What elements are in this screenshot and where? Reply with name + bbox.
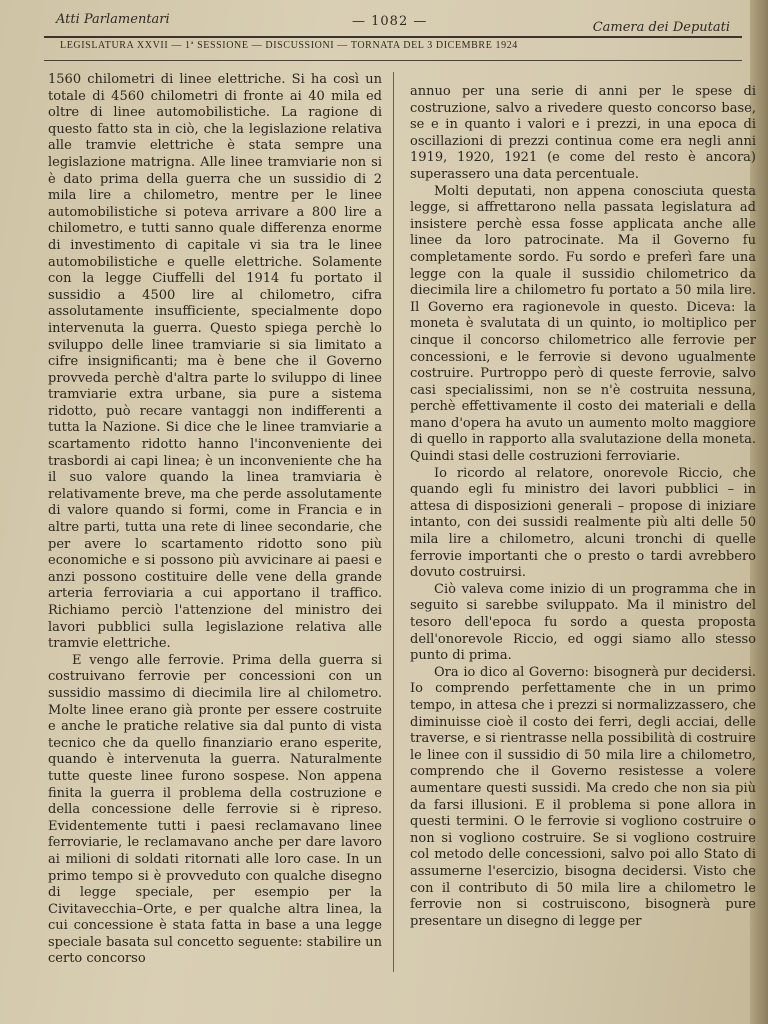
right-paragraph-3: Io ricordo al relatore, onorevole Riccio, che quando egli fu ministro dei lavori pubblici – in attesa di disposizioni generali – propose di iniziare intanto, con dei sussidi realmente più alti delle 50 mila lire a chilometro, alcuni tronchi di quelle ferrovie importanti che o presto o tardi avrebbero dovuto costruirsi. — [410, 465, 756, 581]
header-left-title: Atti Parlamentari — [56, 12, 170, 27]
page-number: — 1082 — — [352, 14, 428, 29]
page-header — [52, 6, 742, 40]
right-paragraph-4: Ciò valeva come inizio di un programma che in seguito si sarebbe sviluppato. Ma il ministro del tesoro dell'epoca fu sordo a questa proposta dell'onorevole Riccio, ed oggi siamo allo stesso punto di prima. — [410, 581, 756, 664]
left-paragraph-1: 1560 chilometri di linee elettriche. Si ha così un totale di 4560 chilometri di fronte ai 40 mila ed oltre di linee automobilistiche. La ragione di questo fatto sta in ciò, che la legislazione relativa alle tramvie elettriche è stata sempre una legislazione matrigna. Alle linee tramviarie non si è dato prima della guerra che un sussidio di 2 mila lire a chilometro, mentre per le linee automobilistiche si poteva arrivare a 800 lire a chilometro, e tutti sanno quale differenza enorme di investimento di capitale vi sia tra le linee automobilistiche e quelle elettriche. Solamente con la legge Ciuffelli del 1914 fu portato il sussidio a 4500 lire al chilometro, cifra assolutamente insufficiente, specialmente dopo intervenuta la guerra. Questo spiega perchè lo sviluppo delle linee tramviarie si sia limitato a cifre insignificanti; ma è bene che il Governo provveda perchè d'altra parte lo sviluppo di linee tramviarie extra urbane, sia pure a sistema ridotto, può recare vantaggi non indifferenti a tutta la Nazione. Si dice che le linee tramviarie a scartamento ridotto hanno l'inconveniente dei trasbordi ai capi linea; è un inconveniente che ha il suo valore quando la linea tramviaria è relativamente breve, ma che perde assolutamente di valore quando si formi, come in Francia e in altre parti, tutta una rete di linee secondarie, che per avere lo scartamento ridotto sono più economiche e si possono più avvicinare ai paesi e anzi possono costituire delle vene della grande arteria ferroviaria a cui apportano il traffico. Richiamo perciò l'attenzione del ministro dei lavori pubblici sulla legislazione relativa alle tramvie elettriche. — [48, 72, 382, 652]
session-line: LEGISLATURA XXVII — 1ª SESSIONE — DISCUSSIONI — TORNATA DEL 3 DICEMBRE 1924 — [60, 40, 518, 51]
column-divider — [393, 72, 394, 972]
left-column — [48, 72, 382, 972]
right-paragraph-1: annuo per una serie di anni per le spese di costruzione, salvo a rivedere questo concorso base, se e in quanto i valori e i prezzi, in una epoca di oscillazioni di prezzi continua come era negli anni 1919, 1920, 1921 (e come del resto è ancora) superassero una data percentuale. — [410, 84, 756, 182]
right-column — [410, 84, 756, 984]
right-paragraph-2: Molti deputati, non appena conosciuta questa legge, si affrettarono nella passata legislatura ad insistere perchè essa fosse applicata anche alle linee da loro patrocinate. Ma il Governo fu completamente sordo. Fu sordo e preferì fare una legge con la quale il sussidio chilometrico da diecimila lire a chilometro fu portato a 50 mila lire. Il Governo era ragionevole in questo. Diceva: la moneta è svalutata di un quinto, io moltiplico per cinque il concorso chilometrico alle ferrovie per concessioni, e le ferrovie si devono ugualmente costruire. Purtroppo però di queste ferrovie, salvo casi specialissimi, non se n'è costruita nessuna, perchè effettivamente il costo dei materiali e della mano d'opera ha avuto un aumento molto maggiore di quello in rapporto alla svalutazione della moneta. Quindi stasi delle costruzioni ferroviarie. — [410, 183, 756, 465]
header-rule — [44, 36, 742, 38]
left-paragraph-2: E vengo alle ferrovie. Prima della guerra si costruivano ferrovie per concessioni con un sussidio massimo di diecimila lire al chilometro. Molte linee erano già pronte per essere costruite e anche le pratiche relative sia dal punto di vista tecnico che da quello finanziario erano esperite, quando è intervenuta la guerra. Naturalmente tutte queste linee furono sospese. Non appena finita la guerra il problema della costruzione e della concessione delle ferrovie si è ripreso. Evidentemente tutti i paesi reclamavano linee ferroviarie, le reclamavano anche per dare lavoro ai milioni di soldati ritornati alle loro case. In un primo tempo si è provveduto con qualche disegno di legge speciale, per esempio per la Civitavecchia–Orte, e per qualche altra linea, la cui concessione è stata fatta in base a una legge speciale basata sul concetto seguente: stabilire un certo concorso — [48, 652, 382, 967]
header-right-title: Camera dei Deputati — [592, 20, 730, 35]
subheader-rule — [44, 60, 742, 61]
right-paragraph-5: Ora io dico al Governo: bisognerà pur decidersi. Io comprendo perfettamente che in un primo tempo, in attesa che i prezzi si normalizzassero, che diminuisse cioè il costo dei ferri, degli acciai, delle traverse, e si rientrasse nella possibilità di costruire le linee con il sussidio di 50 mila lire a chilometro, comprendo che il Governo resistesse a volere aumentare questi sussidi. Ma credo che non sia più da farsi illusioni. E il problema si pone allora in questi termini. O le ferrovie si vogliono costruire o non si vogliono costruire. Se si vogliono costruire col metodo delle concessioni, salvo poi allo Stato di assumerne l'esercizio, bisogna decidersi. Visto che con il contributo di 50 mila lire a chilometro le ferrovie non si costruiscono, bisognerà pure presentare un disegno di legge per — [410, 664, 756, 929]
